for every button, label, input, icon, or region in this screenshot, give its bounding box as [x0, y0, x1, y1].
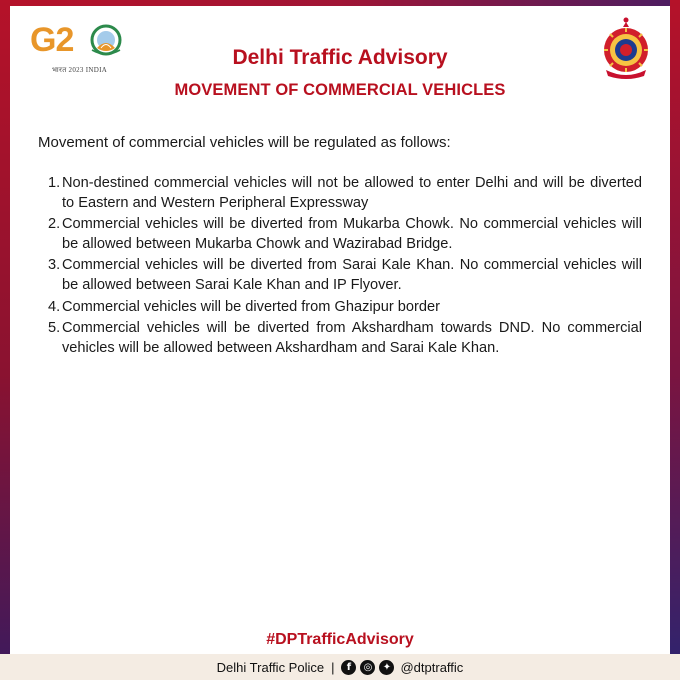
frame-left-border: [0, 0, 10, 680]
facebook-icon[interactable]: f: [341, 660, 356, 675]
footer-social-handle[interactable]: @dtptraffic: [400, 659, 464, 675]
advisory-subtitle: MOVEMENT OF COMMERCIAL VEHICLES: [174, 81, 506, 99]
advisory-intro: Movement of commercial vehicles will be regulated as follows:: [38, 134, 451, 151]
list-item-number: 4.: [48, 298, 61, 315]
g20-logo-text: G2: [30, 21, 74, 59]
footer-bar: [0, 654, 680, 680]
g20-tagline: भारत 2023 INDIA: [52, 66, 108, 74]
twitter-icon[interactable]: ✦: [379, 660, 394, 675]
list-item-text: Commercial vehicles will be diverted from Sarai Kale Khan. No commercial vehicles will be allowed between Sarai Kale Khan and IP Flyover.: [62, 257, 642, 293]
list-item: [48, 298, 642, 318]
advisory-list: [48, 174, 642, 360]
frame-right-border: [670, 0, 680, 680]
list-item-text: Commercial vehicles will be diverted from Mukarba Chowk. No commercial vehicles will be allowed between Mukarba Chowk and Wazirabad Bridge.: [62, 216, 642, 252]
list-item: [48, 256, 642, 295]
list-item-number: 1.: [48, 175, 61, 191]
list-item-number: 5.: [48, 320, 61, 337]
list-item: [48, 319, 642, 358]
list-item-text: Non-destined commercial vehicles will not be allowed to enter Delhi and will be diverted to Eastern and Western Peripheral Expressway: [62, 175, 642, 211]
list-item: [48, 174, 642, 213]
instagram-icon[interactable]: ◎: [360, 660, 375, 675]
list-item-number: 2.: [48, 216, 61, 233]
list-item-text: Commercial vehicles will be diverted from Ghazipur border: [62, 298, 440, 315]
advisory-title: Delhi Traffic Advisory: [232, 46, 448, 69]
footer-org-name: Delhi Traffic Police: [216, 659, 325, 675]
hashtag-link[interactable]: #DPTrafficAdvisory: [266, 631, 414, 648]
footer-separator: |: [331, 659, 335, 675]
advisory-page: [10, 6, 670, 654]
list-item-number: 3.: [48, 257, 61, 274]
list-item-text: Commercial vehicles will be diverted from Akshardham towards DND. No commercial vehicles will be allowed between Akshardham and Sarai Kale Khan.: [62, 320, 642, 356]
list-item: [48, 215, 642, 254]
